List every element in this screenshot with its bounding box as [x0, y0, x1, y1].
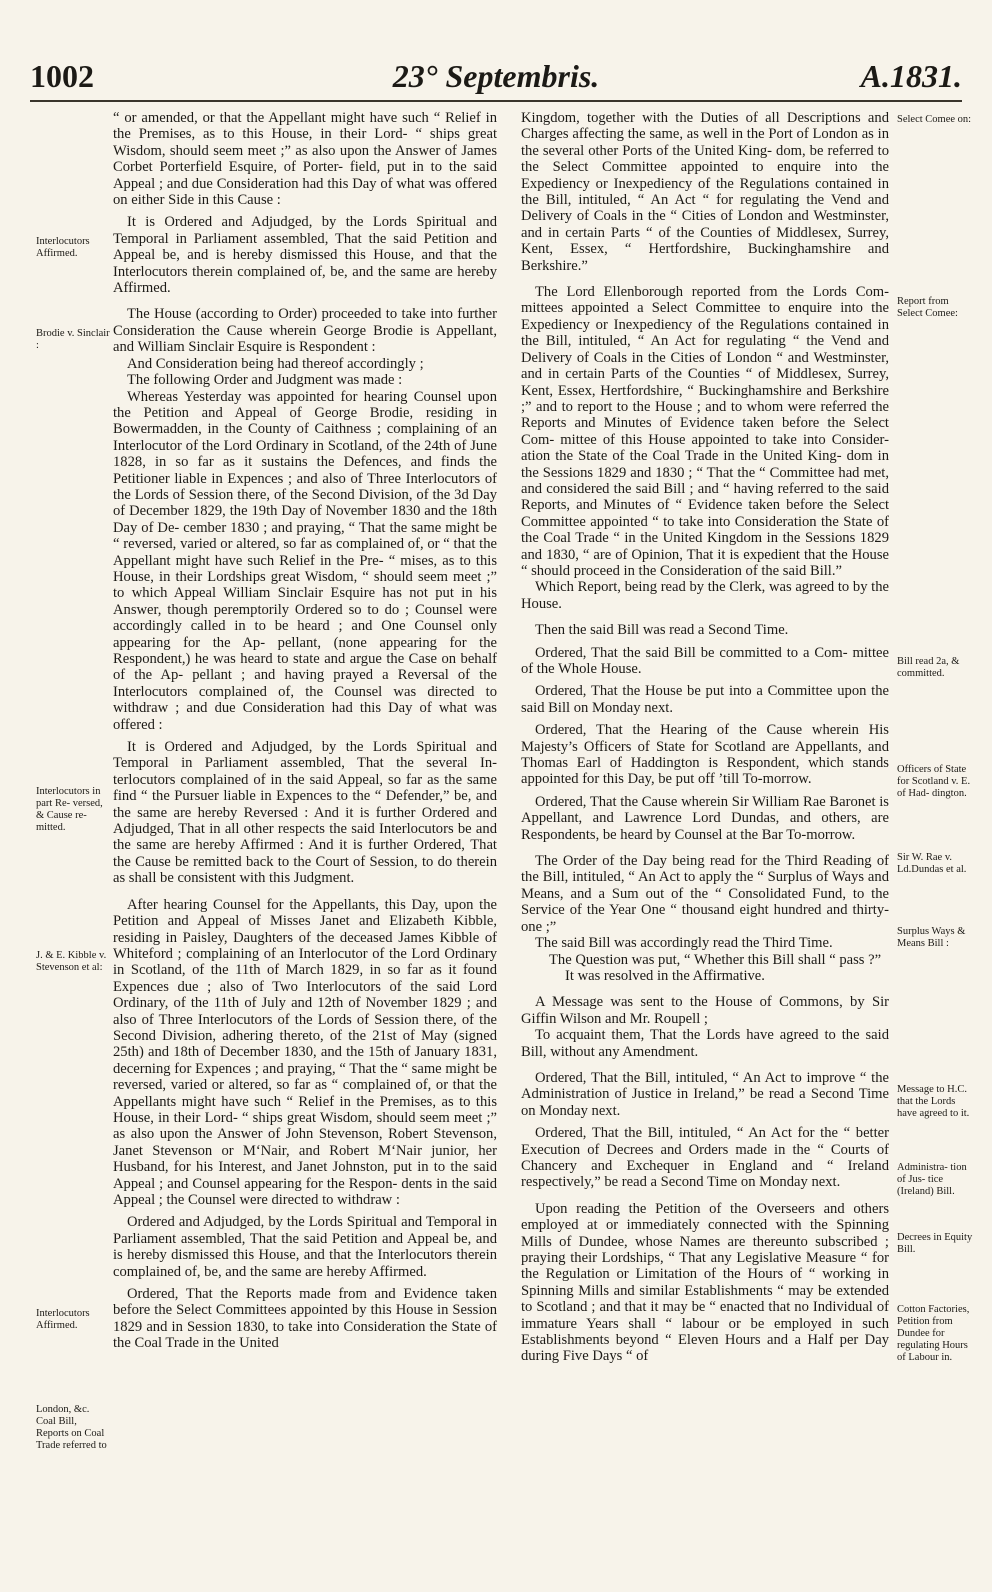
paragraph: The said Bill was accordingly read the Third Time. — [535, 935, 833, 952]
header-rule — [30, 100, 962, 102]
margin-note-left: Interlocutors Affirmed. — [36, 1308, 90, 1331]
page-date: 23° Septembris. — [392, 58, 600, 94]
margin-note-right: Sir W. Rae v. Ld.Dundas et al. — [897, 852, 967, 875]
paragraph: Ordered, That the Hearing of the Cause wherein His Majesty’s Officers of State for Scotland are Appellants, and Thomas Earl of Haddington is Respondent, which stands appointed for this Day, be put off ’till To-morrow. — [521, 722, 889, 788]
right-column — [521, 110, 889, 1365]
paragraph: The Order of the Day being read for the Third Reading of the Bill, intituled, “ An Act to apply the “ Surplus of Ways and Means, and a Sum out of the “ Consolidated Fund, to the Service of the Year One “ thousand eight hundred and thirty-one ;” — [521, 853, 889, 935]
paragraph: It is Ordered and Adjudged, by the Lords Spiritual and Temporal in Parliament assembled, That the several In- terlocutors complained of in the said Appeal, so far as the same find “ the Pursuer liable in Expences to the “ Defender,” be, and the same are hereby Reversed : And it is further Ordered and Adjudged, That in all other respects the said Interlocutors be and the same are hereby Affirmed : And it is further Ordered, That the Cause be remitted back to the Court of Session, to do therein as shall be consistent with this Judgment. — [113, 739, 497, 887]
paragraph: Which Report, being read by the Clerk, was agreed to by the House. — [521, 579, 889, 612]
margin-note-left: London, &c. Coal Bill, Reports on Coal Trade referred to — [36, 1404, 107, 1451]
margin-note-right: Administra- tion of Jus- tice (Ireland) Bill. — [897, 1162, 967, 1197]
page-number: 1002 — [30, 58, 94, 94]
paragraph: “ or amended, or that the Appellant might have such “ Relief in the Premises, as to this House, in their Lord- “ ships great Wisdom, should seem meet ;” as also upon the Answer of James Corbet Porterfield Esquire, of Porter- field, put in to the said Appeal ; and due Consideration had this Day of what was offered on either Side in this Cause : — [113, 110, 497, 209]
paragraph: The House (according to Order) proceeded to take into further Consideration the Cause wherein George Brodie is Appellant, and William Sinclair Esquire is Respondent : — [113, 306, 497, 356]
paragraph: Ordered, That the Cause wherein Sir William Rae Baronet is Appellant, and Lawrence Lord Dundas, and others, are Respondents, be heard by Counsel at the Bar To-morrow. — [521, 793, 889, 843]
paragraph: It was resolved in the Affirmative. — [565, 967, 765, 984]
paragraph: Kingdom, together with the Duties of all Descriptions and Charges affecting the same, as well in the Port of London as in the several other Ports of the United King- dom, be referred to the Select Committee appointed to enquire into the Expediency or Inexpediency of the Regulations contained in the Bill, intituled, “ An Act “ for regulating the Vend and Delivery of Coals in the “ Cities of London and Westminster, and in certain Parts “ of the Counties of Middlesex, Surrey, Kent, Essex, “ Hertfordshire, Buckinghamshire and Berkshire.” — [521, 110, 889, 274]
page-header — [30, 58, 962, 100]
paragraph: It is Ordered and Adjudged, by the Lords Spiritual and Temporal in Parliament assembled, That the said Petition and Appeal be, and is hereby dismissed this House, and that the Interlocutors therein complained of, be, and the same are hereby Affirmed. — [113, 214, 497, 297]
paragraph: Ordered, That the House be put into a Committee upon the said Bill on Monday next. — [521, 683, 889, 716]
paragraph: Ordered, That the said Bill be committed to a Com- mittee of the Whole House. — [521, 644, 889, 677]
margin-note-left: J. & E. Kibble v. Stevenson et al: — [36, 950, 107, 973]
margin-note-left: Interlocutors Affirmed. — [36, 236, 90, 259]
paragraph: A Message was sent to the House of Commons, by Sir Giffin Wilson and Mr. Roupell ; — [521, 994, 889, 1027]
paragraph: The Lord Ellenborough reported from the Lords Com- mittees appointed a Select Committee to enquire into the Expediency or Inexpediency of the Regulations contained in the Bill, intituled, “ An Act for regulating “ the Vend and Delivery of Coals in the Cities of London “ and Westminster, and in certain Parts of the Counties “ of Middlesex, Surrey, Kent, Essex, Hertfordshire, “ Buckinghamshire and Berkshire ;” and to report to the House ; and to whom were referred the Reports and Minutes of Evidence taken before the Select Com- mittee of this House appointed to take into Consider- ation the State of the Coal Trade in the United King- dom in the Sessions 1829 and 1830 ; “ That the “ Committee had met, and considered the said Bill ; and “ having referred to the said Reports, and Minutes of “ Evidence taken before the Select Committee appointed “ to take into Consideration the State of the Coal Trade “ in the United Kingdom in the Sessions 1829 and 1830, “ are of Opinion, That it is expedient that the House “ should proceed in the Consideration of the said Bill.” — [521, 284, 889, 579]
paragraph: Ordered and Adjudged, by the Lords Spiritual and Temporal in Parliament assembled, That the said Petition and Appeal be, and is hereby dismissed this House, and that the Interlocutors therein complained of, be, and the same are hereby Affirmed. — [113, 1214, 497, 1280]
margin-note-right: Officers of State for Scotland v. E. of Had- dington. — [897, 764, 971, 799]
paragraph: After hearing Counsel for the Appellants, this Day, upon the Petition and Appeal of Misses Janet and Elizabeth Kibble, residing in Paisley, Daughters of the deceased James Kibble of Whiteford ; complaining of an Interlocutor of the Lord Ordinary in Scotland, of the 11th of March 1829, in so far as it found Expences due ; also of Two Interlocutors of the said Lord Ordinary, of the 11th of July and 12th of November 1829 ; and also of Three Interlocutors of the Lords of Session there, of the Second Division, adhering thereto, of the 21st of May (signed 25th) and 18th of December 1830, and the 15th of January 1831, decerning for Expences ; and praying, “ That the “ same might be reversed, varied or altered, so far as “ complained of, or that the Appellants might have such “ Relief in the Premises, as to this House, in their Lord- “ ships great Wisdom, should seem meet ;” as also upon the Answer of John Stevenson, Robert Stevenson, Janet Stevenson or M‘Nair, and Robert M‘Nair junior, her Husband, for his Interest, and Janet Johnston, put in to the said Appeal ; and Counsel appearing for the Respon- dents in the said Appeal ; the Counsel were directed to withdraw : — [113, 896, 497, 1208]
paragraph: The Question was put, “ Whether this Bill shall “ pass ?” — [549, 951, 882, 968]
left-column — [113, 110, 497, 1352]
paragraph: The following Order and Judgment was made : — [127, 372, 403, 389]
paragraph: Whereas Yesterday was appointed for hearing Counsel upon the Petition and Appeal of George Brodie, residing in Bowermadden, in the County of Caithness ; complaining of an Interlocutor of the Lord Ordinary in Scotland, of the 24th of June 1828, in so far as it sustains the Defences, and finds the Petitioner liable in Expences ; and also of Three Interlocutors of the Lords of Session there, of the Second Division, of the 3d Day of December 1829, the 19th Day of November 1830 and the 18th Day of De- cember 1830 ; and praying, “ That the same might be “ reversed, varied or altered, so far as complained of, or “ that the Appellant might have such Relief in the Pre- “ mises, as to this House, in their Lordships great Wisdom, “ should seem meet ;” to which Appeal William Sinclair Esquire has not put in his Answer, though peremptorily Ordered so to do ; Counsel were accordingly called in to be heard ; and One Counsel only appearing for the Ap- pellant, (none appearing for the Respondent,) he was heard to state and argue the Case on behalf of the Ap- pellant ; and having prayed a Reversal of the Interlocutors complained of, the Counsel was directed to withdraw ; and due Consideration had this Day of what was offered : — [113, 388, 497, 733]
margin-note-right: Cotton Factories, Petition from Dundee for regulating Hours of Labour in. — [897, 1304, 970, 1363]
margin-note-right: Report from Select Comee: — [897, 296, 958, 319]
margin-note-right: Bill read 2a, & committed. — [897, 656, 960, 679]
paragraph: To acquaint them, That the Lords have agreed to the said Bill, without any Amendment. — [521, 1027, 889, 1060]
margin-note-right: Select Comee on: — [897, 114, 972, 125]
paragraph: Upon reading the Petition of the Overseers and others employed at or immediately connected with the Spinning Mills of Dundee, whose Names are thereunto subscribed ; praying their Lordships, “ That any Legislative Measure “ for the Regulation or Limitation of the Hours of “ working in Spinning Mills and similar Establishments “ may be extended to Scotland ; and that it may be “ enacted that no Individual of immature Years shall “ labour or be employed in such Establishments beyond “ Eleven Hours and a Half per Day during Five Days “ of — [521, 1200, 889, 1365]
margin-note-right: Message to H.C. that the Lords have agreed to it. — [897, 1084, 970, 1119]
paragraph: Ordered, That the Bill, intituled, “ An Act for the “ better Execution of Decrees and Orders made in the “ Courts of Chancery and Exchequer in England and “ Ireland respectively,” be read a Second Time on Monday next. — [521, 1125, 889, 1191]
margin-note-left: Interlocutors in part Re- versed, & Cause re- mitted. — [36, 786, 103, 833]
margin-note-right: Decrees in Equity Bill. — [897, 1232, 973, 1255]
margin-note-left: Brodie v. Sinclair : — [36, 328, 110, 351]
margin-note-right: Surplus Ways & Means Bill : — [897, 926, 966, 949]
paragraph: Then the said Bill was read a Second Time. — [535, 622, 789, 639]
paragraph: Ordered, That the Reports made from and Evidence taken before the Select Committees appointed by this House in Session 1829 and in Session 1830, to take into Consideration the State of the Coal Trade in the United — [113, 1286, 497, 1352]
page-year: A.1831. — [860, 58, 962, 94]
paragraph: Ordered, That the Bill, intituled, “ An Act to improve “ the Administration of Justice in Ireland,” be read a Second Time on Monday next. — [521, 1069, 889, 1119]
paragraph: And Consideration being had thereof accordingly ; — [127, 355, 424, 372]
